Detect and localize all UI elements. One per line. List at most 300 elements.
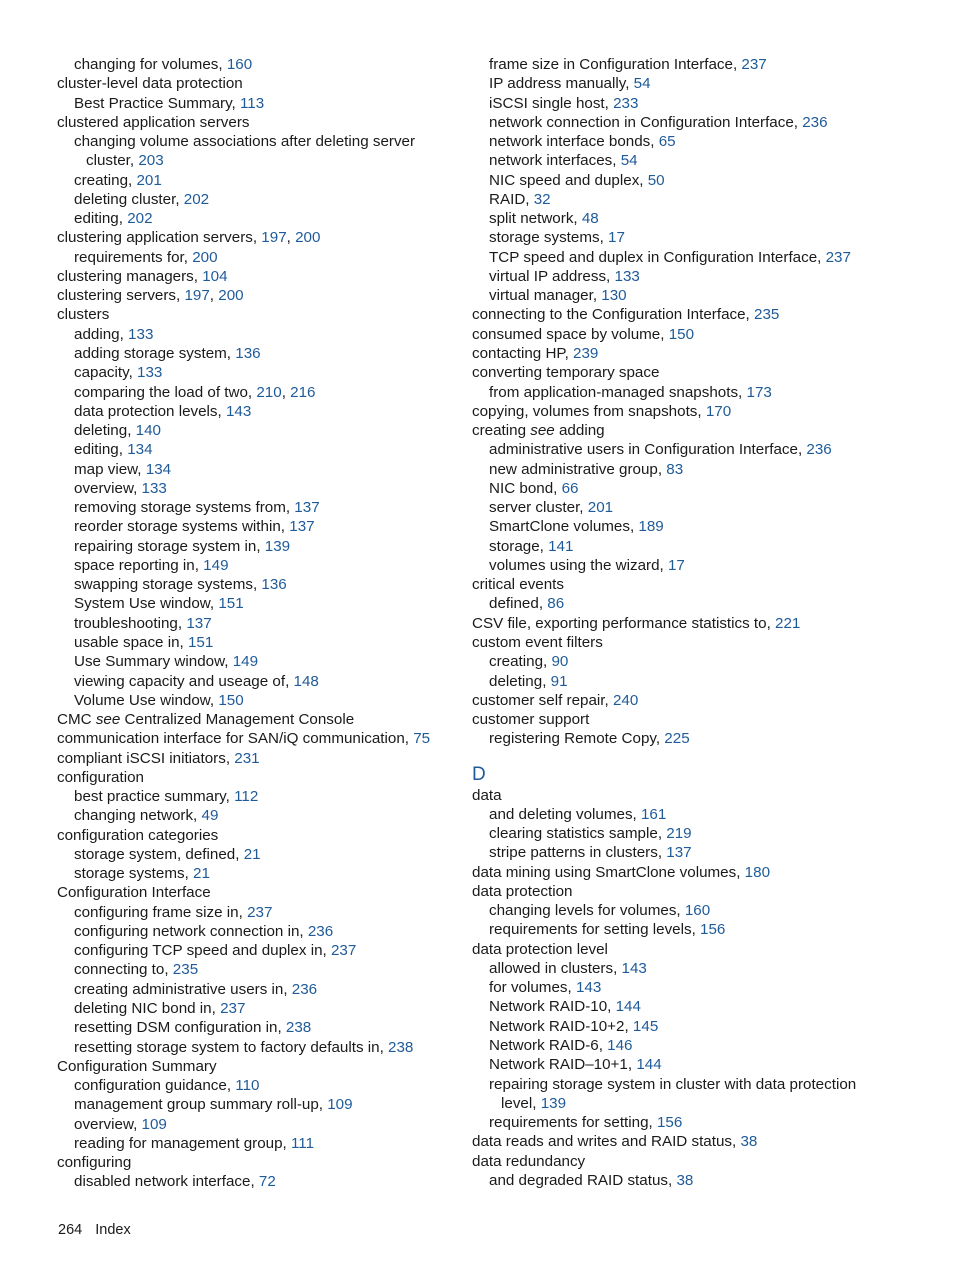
page-link[interactable]: 210 [256, 383, 282, 401]
page-link[interactable]: 231 [234, 749, 260, 767]
index-entry-text: changing for volumes, [74, 56, 227, 73]
index-entry-text: clusters [57, 306, 110, 324]
index-entry-text: custom event filters [472, 633, 603, 651]
index-subentry [57, 171, 457, 190]
page-link[interactable]: 148 [293, 672, 319, 690]
index-subentry [472, 479, 932, 498]
page-link[interactable]: 54 [633, 75, 651, 93]
index-entry-text: level, [501, 1094, 541, 1112]
index-entry-text: network interface bonds, [489, 133, 659, 151]
index-entry-text: adding, [74, 325, 129, 343]
index-entry-text: repairing storage system in, [74, 537, 265, 555]
page-link[interactable]: 201 [587, 499, 614, 517]
footer-section-title: Index [95, 1222, 131, 1238]
index-entry-text: TCP speed and duplex in Configuration Interface, [489, 248, 826, 266]
page-link[interactable]: 91 [550, 672, 568, 690]
page-link[interactable]: 137 [666, 844, 692, 862]
page-link[interactable]: 38 [676, 1171, 694, 1189]
page-link[interactable]: 17 [608, 229, 625, 247]
index-entry-text: data [472, 786, 502, 804]
index-entry-text: network connection in Configuration Interface, [489, 113, 803, 131]
index-subentry [57, 421, 457, 440]
page-link[interactable]: 32 [533, 190, 551, 208]
index-entry-text: configuring frame size in, [74, 903, 248, 921]
index-entry [57, 267, 457, 286]
index-entry-text: new administrative group, [489, 460, 667, 478]
page-link[interactable]: 112 [234, 788, 259, 806]
index-entry [472, 691, 932, 710]
see-target: Centralized Management Console [120, 711, 355, 729]
index-subentry [57, 1095, 457, 1114]
page-link[interactable]: 136 [261, 576, 287, 594]
index-subentry [472, 805, 932, 824]
page-link[interactable]: 72 [258, 1173, 276, 1191]
index-entry [472, 710, 932, 729]
index-column-right [472, 55, 932, 1190]
index-subentry [57, 1172, 457, 1191]
index-entry [472, 344, 932, 363]
index-entry [57, 305, 457, 324]
index-entry-text: System Use window, [74, 595, 219, 613]
index-entry-text: map view, [74, 460, 146, 478]
index-entry [472, 575, 932, 594]
index-entry-text: changing levels for volumes, [489, 902, 685, 920]
index-entry-text: RAID, [489, 190, 534, 208]
index-entry-text: removing storage systems from, [74, 499, 295, 517]
index-entry-text: configuring [57, 1154, 132, 1172]
page-link[interactable]: 233 [613, 94, 639, 112]
index-entry-text: critical events [472, 576, 565, 594]
index-subentry [472, 594, 932, 613]
index-subentry [57, 903, 457, 922]
page-link[interactable]: 240 [612, 691, 639, 709]
index-entry-text: virtual IP address, [489, 267, 615, 285]
see-target: adding [554, 422, 605, 440]
index-entry-text: deleting, [489, 672, 551, 690]
index-entry-text: editing, [74, 441, 128, 459]
page-link[interactable]: 140 [135, 422, 161, 440]
page-link[interactable]: 109 [141, 1115, 167, 1133]
page-link[interactable]: 149 [232, 653, 259, 671]
index-subentry [472, 652, 932, 671]
page-link[interactable]: 144 [636, 1056, 662, 1074]
index-entry-text: configuration categories [57, 826, 219, 844]
page-link[interactable]: 189 [638, 518, 664, 536]
page-link[interactable]: 144 [615, 998, 641, 1016]
index-entry-text: resetting DSM configuration in, [74, 1019, 286, 1037]
index-section-letter: D [472, 763, 486, 785]
index-subentry [57, 537, 457, 556]
index-entry [472, 940, 932, 959]
index-subentry [57, 1038, 457, 1057]
index-entry-text: creating [472, 422, 531, 440]
page-link[interactable]: 239 [573, 344, 599, 362]
index-subentry [57, 151, 457, 170]
index-entry-text: management group summary roll-up, [74, 1096, 328, 1114]
index-subentry [57, 363, 457, 382]
page-link[interactable]: 236 [802, 113, 828, 131]
index-subentry [472, 190, 932, 209]
index-entry [57, 74, 457, 93]
page-link[interactable]: 49 [201, 807, 219, 825]
index-subentry [57, 556, 457, 575]
page-link[interactable]: 134 [127, 441, 153, 459]
index-subentry [472, 55, 932, 74]
index-entry-text: NIC speed and duplex, [489, 171, 648, 189]
index-subentry [57, 1018, 457, 1037]
index-subentry [472, 959, 932, 978]
page-link[interactable]: 145 [632, 1017, 659, 1035]
page-link[interactable]: 90 [551, 653, 569, 671]
page-link[interactable]: 221 [775, 614, 801, 632]
index-entry-text: NIC bond, [489, 479, 562, 497]
index-entry [472, 421, 932, 440]
page-link[interactable]: 139 [264, 537, 291, 555]
page-link[interactable]: 75 [413, 730, 431, 748]
index-subentry [472, 537, 932, 556]
index-subentry [472, 729, 932, 748]
page-link[interactable]: 48 [581, 210, 599, 228]
page-link[interactable]: 139 [540, 1094, 567, 1112]
see-reference: see [95, 711, 121, 729]
page-link[interactable]: 143 [225, 402, 252, 420]
index-entry-text: creating, [489, 653, 552, 671]
index-subentry [57, 806, 457, 825]
page-link[interactable]: 104 [202, 267, 228, 285]
index-entry [472, 863, 932, 882]
index-entry-text: reorder storage systems within, [74, 518, 290, 536]
index-entry [57, 729, 457, 748]
page-link[interactable]: 113 [239, 94, 265, 112]
index-entry-text: connecting to, [74, 961, 173, 979]
index-subentry [472, 228, 932, 247]
index-subentry [472, 824, 932, 843]
page-link[interactable]: 156 [700, 921, 726, 939]
index-entry-text: viewing capacity and useage of, [74, 672, 294, 690]
index-entry-text: copying, volumes from snapshots, [472, 402, 706, 420]
index-subentry [472, 498, 932, 517]
page-link[interactable]: 65 [658, 133, 676, 151]
index-entry-text: overview, [74, 1115, 142, 1133]
index-subentry [472, 1036, 932, 1055]
page-link[interactable]: 143 [621, 959, 647, 977]
index-subentry [57, 132, 457, 151]
index-entry [57, 883, 457, 902]
page-link[interactable]: 160 [684, 902, 711, 920]
index-subentry [57, 672, 457, 691]
index-subentry [472, 171, 932, 190]
index-subentry [57, 614, 457, 633]
index-column-left [57, 55, 457, 1192]
index-subentry [57, 209, 457, 228]
page-link[interactable]: 134 [145, 460, 172, 478]
index-entry [57, 749, 457, 768]
index-subentry [57, 787, 457, 806]
page-link[interactable]: 238 [285, 1019, 312, 1037]
index-entry-text: configuration guidance, [74, 1077, 236, 1095]
page-link[interactable]: 200 [295, 229, 321, 247]
page-link[interactable]: 235 [172, 961, 199, 979]
index-subentry [472, 901, 932, 920]
page-link[interactable]: 236 [307, 922, 334, 940]
index-entry-text: disabled network interface, [74, 1173, 259, 1191]
page-link[interactable]: 237 [330, 942, 357, 960]
index-entry-text: Best Practice Summary, [74, 94, 240, 112]
index-subentry [57, 344, 457, 363]
index-entry-text: Network RAID–10+1, [489, 1056, 637, 1074]
index-entry [472, 1152, 932, 1171]
index-entry-text: data reads and writes and RAID status, [472, 1133, 741, 1151]
page-link[interactable]: 150 [218, 691, 244, 709]
index-entry-text: Configuration Summary [57, 1057, 217, 1075]
page-link[interactable]: 109 [327, 1096, 353, 1114]
index-entry [57, 1153, 457, 1172]
index-subentry [57, 691, 457, 710]
index-entry-text: deleting, [74, 422, 136, 440]
index-subentry [57, 479, 457, 498]
page-link[interactable]: 202 [183, 190, 210, 208]
page-link[interactable]: 236 [291, 980, 318, 998]
index-entry-text: requirements for setting, [489, 1114, 657, 1132]
index-entry [472, 633, 932, 652]
page-link[interactable]: 236 [806, 441, 832, 459]
index-entry-text: resetting storage system to factory defaults in, [74, 1038, 389, 1056]
index-entry [57, 768, 457, 787]
index-entry [472, 305, 932, 324]
index-entry [472, 786, 932, 805]
index-entry-text: data protection levels, [74, 402, 226, 420]
page-link[interactable]: 150 [668, 325, 695, 343]
index-entry-text: and deleting volumes, [489, 805, 641, 823]
page-link[interactable]: 156 [656, 1114, 683, 1132]
index-subentry [472, 383, 932, 402]
page-link[interactable]: 151 [187, 633, 214, 651]
index-subentry [472, 997, 932, 1016]
index-entry-text: deleting cluster, [74, 190, 184, 208]
index-entry [57, 710, 457, 729]
index-subentry: comparing the load of two, 210, 216 [74, 383, 316, 401]
index-entry-text: defined, [489, 595, 548, 613]
page-link[interactable]: 219 [666, 825, 692, 843]
index-entry-text: overview, [74, 479, 142, 497]
index-subentry [57, 190, 457, 209]
page-link[interactable]: 21 [193, 865, 210, 883]
index-subentry [57, 460, 457, 479]
index-entry-text: converting temporary space [472, 364, 660, 382]
page-link[interactable]: 237 [247, 903, 273, 921]
index-subentry [57, 402, 457, 421]
index-entry-text: best practice summary, [74, 788, 235, 806]
index-entry-text: reading for management group, [74, 1134, 291, 1152]
index-subentry [57, 1134, 457, 1153]
index-entry [57, 1057, 457, 1076]
index-subentry [57, 652, 457, 671]
index-entry-text: cluster, [86, 152, 139, 170]
page-link[interactable]: 238 [388, 1038, 414, 1056]
index-subentry [472, 94, 932, 113]
index-entry: clustering servers, 197, 200 [57, 287, 244, 305]
index-entry-text: CMC [57, 711, 96, 729]
index-entry-text: space reporting in, [74, 556, 204, 574]
index-entry-text: configuring TCP speed and duplex in, [74, 942, 331, 960]
page-link[interactable]: 133 [141, 479, 167, 497]
index-entry [472, 614, 932, 633]
page-link[interactable]: 133 [614, 267, 640, 285]
index-entry-text: repairing storage system in cluster with data protection [489, 1075, 857, 1093]
index-entry-text: connecting to the Configuration Interface, [472, 306, 754, 324]
index-subentry [472, 843, 932, 862]
index-subentry [472, 286, 932, 305]
index-subentry [57, 575, 457, 594]
index-entry-text: cluster-level data protection [57, 75, 243, 93]
page-link[interactable]: 235 [754, 306, 780, 324]
index-subentry [472, 151, 932, 170]
index-entry-text: changing volume associations after deleting server [74, 133, 416, 151]
page-link[interactable]: 203 [138, 152, 164, 170]
page-link[interactable]: 225 [664, 730, 690, 748]
page-link[interactable]: 111 [290, 1134, 315, 1152]
index-entry-text: network interfaces, [489, 152, 621, 170]
page-link[interactable]: 54 [620, 152, 638, 170]
index-entry-text: stripe patterns in clusters, [489, 844, 667, 862]
page-link[interactable]: 146 [607, 1037, 633, 1055]
page-link[interactable]: 50 [647, 171, 665, 189]
index-subentry [472, 248, 932, 267]
index-entry-text: clustering servers, [57, 287, 185, 305]
index-entry-text: and degraded RAID status, [489, 1171, 677, 1189]
page-link[interactable]: 86 [547, 595, 565, 613]
index-subentry [472, 672, 932, 691]
index-subentry [57, 248, 457, 267]
page-link[interactable]: 17 [667, 556, 685, 574]
index-entry [57, 113, 457, 132]
index-subentry [472, 556, 932, 575]
index-entry-text: data protection level [472, 940, 608, 958]
index-subentry [57, 325, 457, 344]
page-link[interactable]: 136 [235, 344, 261, 362]
page-link[interactable]: 200 [218, 287, 244, 305]
index-subentry [57, 941, 457, 960]
index-subentry [472, 920, 932, 939]
page-link[interactable]: 200 [192, 248, 218, 266]
index-entry-text: clustered application servers [57, 113, 250, 131]
index-entry-text: usable space in, [74, 633, 188, 651]
page-link[interactable]: 216 [290, 383, 316, 401]
page-link[interactable]: 197 [261, 229, 287, 247]
index-entry-text: volumes using the wizard, [489, 556, 668, 574]
index-entry-text: Volume Use window, [74, 691, 219, 709]
index-entry-text: editing, [74, 210, 128, 228]
page-link[interactable]: 237 [220, 1000, 246, 1018]
index-entry [57, 826, 457, 845]
index-entry-text: virtual manager, [489, 287, 602, 305]
page-link[interactable]: 149 [203, 556, 229, 574]
index-subentry [472, 978, 932, 997]
footer-page-number: 264 [58, 1222, 83, 1238]
index-subentry [57, 633, 457, 652]
index-subentry [57, 980, 457, 999]
index-entry-text: configuration [57, 768, 144, 786]
index-entry [472, 882, 932, 901]
index-entry-text: storage systems, [489, 229, 609, 247]
page-link[interactable]: 130 [601, 287, 627, 305]
index-subentry [472, 1113, 932, 1132]
page-link[interactable]: 202 [127, 210, 153, 228]
page-link[interactable]: 180 [744, 863, 771, 881]
index-subentry [472, 1171, 932, 1190]
index-entry-text: adding storage system, [74, 344, 236, 362]
page-link[interactable]: 133 [137, 364, 163, 382]
page-link[interactable]: 66 [561, 479, 579, 497]
page-link[interactable]: 237 [741, 56, 767, 73]
page-link[interactable]: 173 [746, 383, 772, 401]
page-link[interactable]: 161 [640, 805, 667, 823]
page-link[interactable]: 137 [186, 614, 212, 632]
page-link[interactable]: 83 [666, 460, 684, 478]
page-link[interactable]: 143 [575, 979, 602, 997]
page-link[interactable]: 38 [740, 1133, 758, 1151]
index-subentry [57, 94, 457, 113]
index-entry-text: storage, [489, 537, 549, 555]
page-link[interactable]: 160 [226, 56, 253, 73]
index-entry-text: storage system, defined, [74, 845, 244, 863]
page-link[interactable]: 237 [825, 248, 851, 266]
index-entry-text: requirements for, [74, 248, 193, 266]
index-entry-text: SmartClone volumes, [489, 518, 639, 536]
index-entry-text: swapping storage systems, [74, 576, 262, 594]
index-subentry [472, 74, 932, 93]
page-link[interactable]: 151 [218, 595, 244, 613]
index-entry-text: customer self repair, [472, 691, 613, 709]
index-entry-text: CSV file, exporting performance statistics to, [472, 614, 776, 632]
index-entry [472, 1132, 932, 1151]
index-entry-text: for volumes, [489, 979, 576, 997]
index-subentry [57, 498, 457, 517]
page-link[interactable]: 137 [289, 518, 315, 536]
see-reference: see [530, 422, 555, 440]
index-subentry [57, 845, 457, 864]
index-subentry [472, 1094, 932, 1113]
index-entry-text: data mining using SmartClone volumes, [472, 863, 745, 881]
index-entry-text: split network, [489, 210, 582, 228]
index-subentry [472, 517, 932, 536]
index-entry-text: requirements for setting levels, [489, 921, 701, 939]
index-subentry [57, 1115, 457, 1134]
index-entry-text: server cluster, [489, 499, 588, 517]
page-link[interactable]: 141 [548, 537, 574, 555]
page-link[interactable]: 137 [294, 499, 320, 517]
page-link[interactable]: 170 [705, 402, 732, 420]
page-link[interactable]: 201 [136, 171, 162, 189]
index-entry-text: customer support [472, 711, 590, 729]
page-link[interactable]: 133 [128, 325, 154, 343]
index-entry [472, 402, 932, 421]
page-link[interactable]: 21 [243, 845, 261, 863]
index-entry-text: allowed in clusters, [489, 959, 622, 977]
index-entry-text: clearing statistics sample, [489, 825, 667, 843]
index-entry-text: consumed space by volume, [472, 325, 669, 343]
page-link[interactable]: 110 [235, 1077, 260, 1095]
page-link[interactable]: 197 [184, 287, 210, 305]
index-subentry [57, 55, 457, 74]
index-entry-text: Configuration Interface [57, 884, 211, 902]
index-subentry [57, 922, 457, 941]
index-entry [472, 325, 932, 344]
index-entry-text: creating administrative users in, [74, 980, 292, 998]
index-entry-text: Use Summary window, [74, 653, 233, 671]
index-entry-text: data redundancy [472, 1152, 586, 1170]
index-entry-text: creating, [74, 171, 137, 189]
